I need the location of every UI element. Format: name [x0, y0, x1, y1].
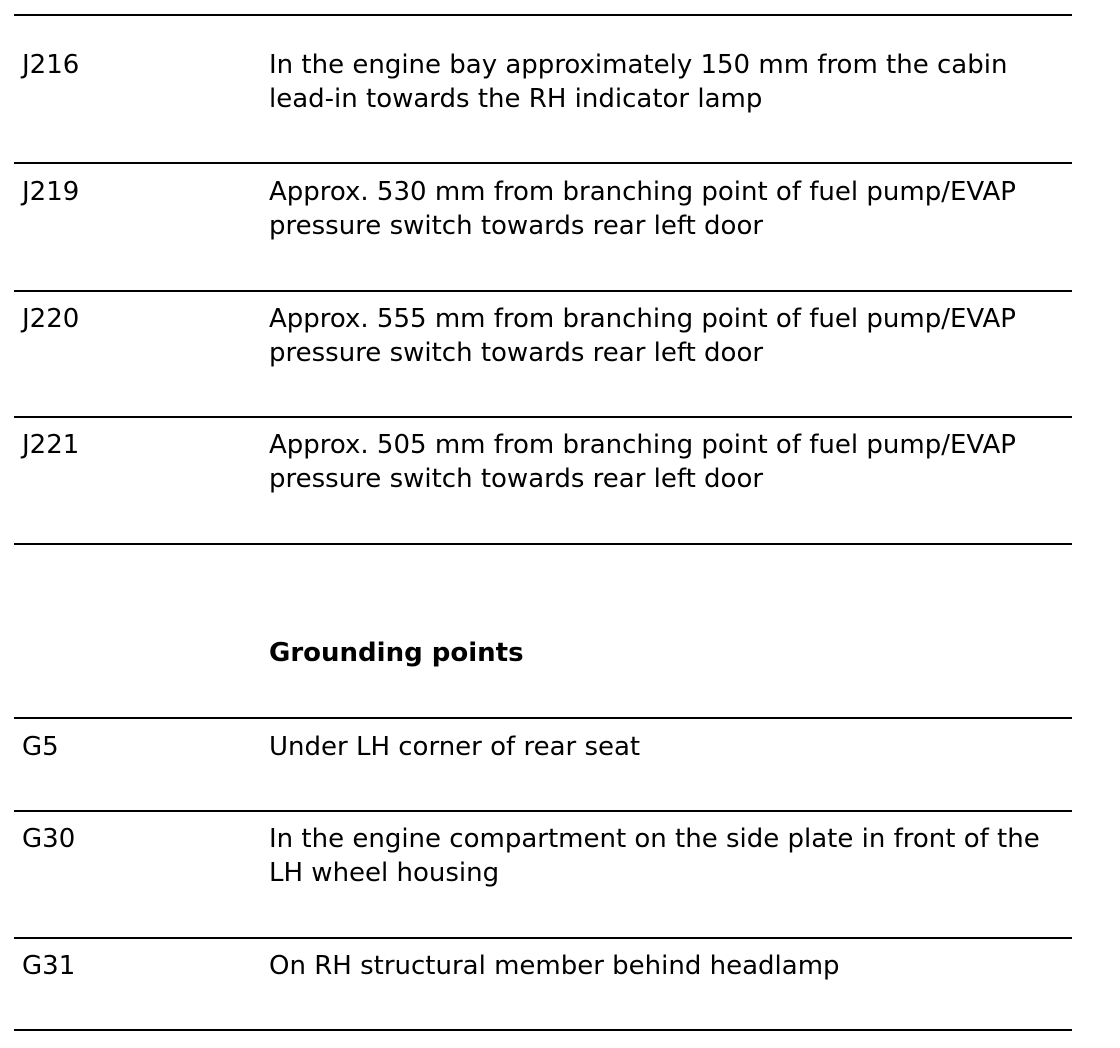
connector-description: Approx. 555 mm from branching point of fuel pump/EVAP pressure switch towards rear left door: [269, 304, 1016, 368]
row-divider: [14, 416, 1072, 418]
ground-description: In the engine compartment on the side plate in front of the LH wheel housing: [269, 824, 1040, 888]
row-divider: [14, 162, 1072, 164]
row-divider: [14, 810, 1072, 812]
section-heading-grounding: Grounding points: [269, 638, 524, 668]
connector-code: J221: [22, 430, 80, 460]
ground-code: G30: [22, 824, 76, 854]
ground-description: On RH structural member behind headlamp: [269, 951, 840, 981]
table-top-rule: [14, 14, 1072, 16]
row-divider: [14, 937, 1072, 939]
connector-description: Approx. 530 mm from branching point of fuel pump/EVAP pressure switch towards rear left door: [269, 177, 1016, 241]
ground-code: G5: [22, 732, 59, 762]
table-bottom-rule: [14, 1029, 1072, 1031]
connector-description: In the engine bay approximately 150 mm from the cabin lead-in towards the RH indicator lamp: [269, 50, 1008, 114]
ground-code: G31: [22, 951, 76, 981]
connector-code: J219: [22, 177, 80, 207]
connector-code: J220: [22, 304, 80, 334]
table-top-rule: [14, 717, 1072, 719]
table-bottom-rule: [14, 543, 1072, 545]
connector-description: Approx. 505 mm from branching point of fuel pump/EVAP pressure switch towards rear left door: [269, 430, 1016, 494]
connector-code: J216: [22, 50, 80, 80]
row-divider: [14, 290, 1072, 292]
ground-description: Under LH corner of rear seat: [269, 732, 641, 762]
